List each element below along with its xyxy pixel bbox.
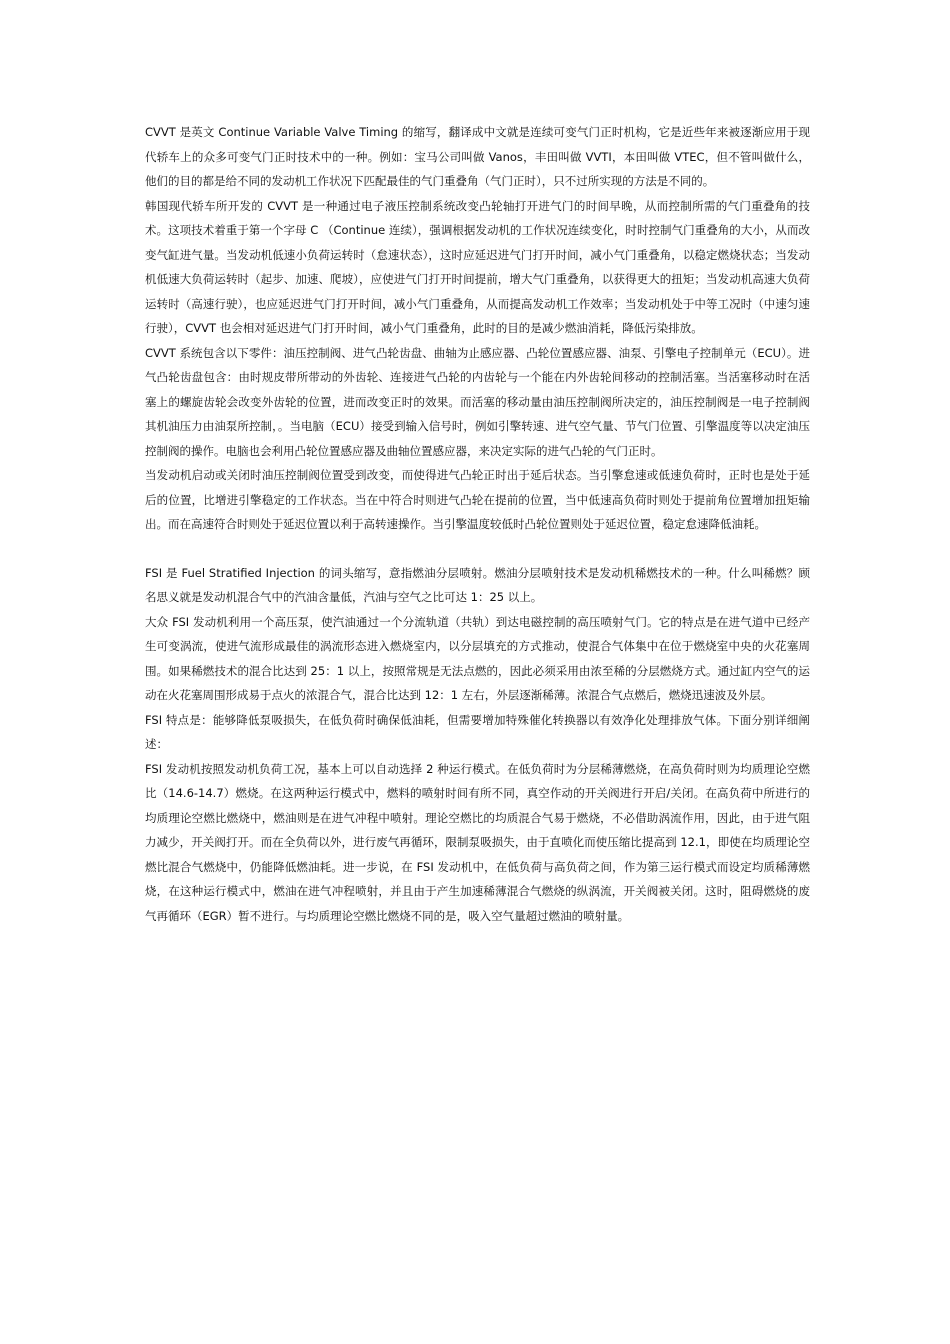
paragraph-fsi-features: FSI 特点是：能够降低泵吸损失，在低负荷时确保低油耗，但需要增加特殊催化转换器以有效净化处理排放气体。下面分别详细阐述： [145, 712, 810, 751]
document-body [145, 120, 810, 928]
paragraph-fsi-definition: FSI 是 Fuel Stratified Injection 的词头缩写，意指燃油分层喷射。燃油分层喷射技术是发动机稀燃技术的一种。什么叫稀燃？顾名思义就是发动机混合气中的汽油含量低，汽油与空气之比可达 1：25 以上。 [145, 565, 810, 604]
paragraph-fsi-modes: FSI 发动机按照发动机负荷工况，基本上可以自动选择 2 种运行模式。在低负荷时为分层稀薄燃烧，在高负荷时则为均质理论空燃比（14.6-14.7）燃烧。在这两种运行模式中，燃料的喷射时间有所不同，真空作动的开关阀进行开启/关闭。在高负荷中所进行的均质理论空燃比燃烧中，燃油则是在进气冲程中喷射。理论空燃比的均质混合气易于燃烧，不必借助涡流作用，因此，由于进气阻力减少，开关阀打开。而在全负荷以外，进行废气再循环，限制泵吸损失，由于直喷化而使压缩比提高到 12.1，即使在均质理论空燃比混合气燃烧中，仍能降低燃油耗。进一步说，在 FSI 发动机中，在低负荷与高负荷之间，作为第三运行模式而设定均质稀薄燃烧，在这种运行模式中，燃油在进气冲程喷射，并且由于产生加速稀薄混合气燃烧的纵涡流，开关阀被关闭。这时，阻碍燃烧的废气再循环（EGR）暂不进行。与均质理论空燃比燃烧不同的是，吸入空气量超过燃油的喷射量。 [145, 761, 810, 923]
paragraph-cvvt-hyundai: 韩国现代轿车所开发的 CVVT 是一种通过电子液压控制系统改变凸轮轴打开进气门的时间早晚，从而控制所需的气门重叠角的技术。这项技术着重于第一个字母 C （Continue 连续），强调根据发动机的工作状况连续变化，时时控制气门重叠角的大小，从而改变气缸进气量。当发动机低速小负荷运转时（怠速状态），这时应延迟进气门打开时间，减小气门重叠角，以稳定燃烧状态；当发动机低速大负荷运转时（起步、加速、爬坡），应使进气门打开时间提前，增大气门重叠角，以获得更大的扭矩；当发动机高速大负荷运转时（高速行驶），也应延迟进气门打开时间，减小气门重叠角，从而提高发动机工作效率；当发动机处于中等工况时（中速匀速行驶），CVVT 也会相对延迟进气门打开时间，减小气门重叠角，此时的目的是减少燃油消耗，降低污染排放。 [145, 198, 810, 335]
section-spacer [145, 537, 810, 561]
paragraph-cvvt-definition: CVVT 是英文 Continue Variable Valve Timing 的缩写，翻译成中文就是连续可变气门正时机构，它是近些年来被逐渐应用于现代轿车上的众多可变气门正时技术中的一种。例如：宝马公司叫做 Vanos，丰田叫做 VVTI，本田叫做 VTEC，但不管叫做什么，他们的目的都是给不同的发动机工作状况下匹配最佳的气门重叠角（气门正时），只不过所实现的方法是不同的。 [145, 125, 810, 188]
paragraph-fsi-volkswagen: 大众 FSI 发动机利用一个高压泵，使汽油通过一个分流轨道（共轨）到达电磁控制的高压喷射气门。它的特点是在进气道中已经产生可变涡流，使进气流形成最佳的涡流形态进入燃烧室内，以分层填充的方式推动，使混合气体集中在位于燃烧室中央的火花塞周围。如果稀燃技术的混合比达到 25：1 以上，按照常规是无法点燃的，因此必须采用由浓至稀的分层燃烧方式。通过缸内空气的运动在火花塞周围形成易于点火的浓混合气，混合比达到 12：1 左右，外层逐渐稀薄。浓混合气点燃后，燃烧迅速波及外层。 [145, 614, 810, 702]
paragraph-cvvt-components: CVVT 系统包含以下零件：油压控制阀、进气凸轮齿盘、曲轴为止感应器、凸轮位置感应器、油泵、引擎电子控制单元（ECU）。进气凸轮齿盘包含：由时规皮带所带动的外齿轮、连接进气凸轮的内齿轮与一个能在内外齿轮间移动的控制活塞。当活塞移动时在活塞上的螺旋齿轮会改变外齿轮的位置，进而改变正时的效果。而活塞的移动量由油压控制阀所决定的，油压控制阀是一电子控制阀其机油压力由油泵所控制，。当电脑（ECU）接受到输入信号时，例如引擎转速、进气空气量、节气门位置、引擎温度等以决定油压控制阀的操作。电脑也会利用凸轮位置感应器及曲轴位置感应器，来决定实际的进气凸轮的气门正时。 [145, 345, 810, 458]
paragraph-cvvt-operation: 当发动机启动或关闭时油压控制阀位置受到改变，而使得进气凸轮正时出于延后状态。当引擎怠速或低速负荷时，正时也是处于延后的位置，比增进引擎稳定的工作状态。当在中符合时则进气凸轮在提前的位置，当中低速高负荷时则处于提前角位置增加扭矩输出。而在高速符合时则处于延迟位置以利于高转速操作。当引擎温度较低时凸轮位置则处于延迟位置，稳定怠速降低油耗。 [145, 468, 810, 531]
